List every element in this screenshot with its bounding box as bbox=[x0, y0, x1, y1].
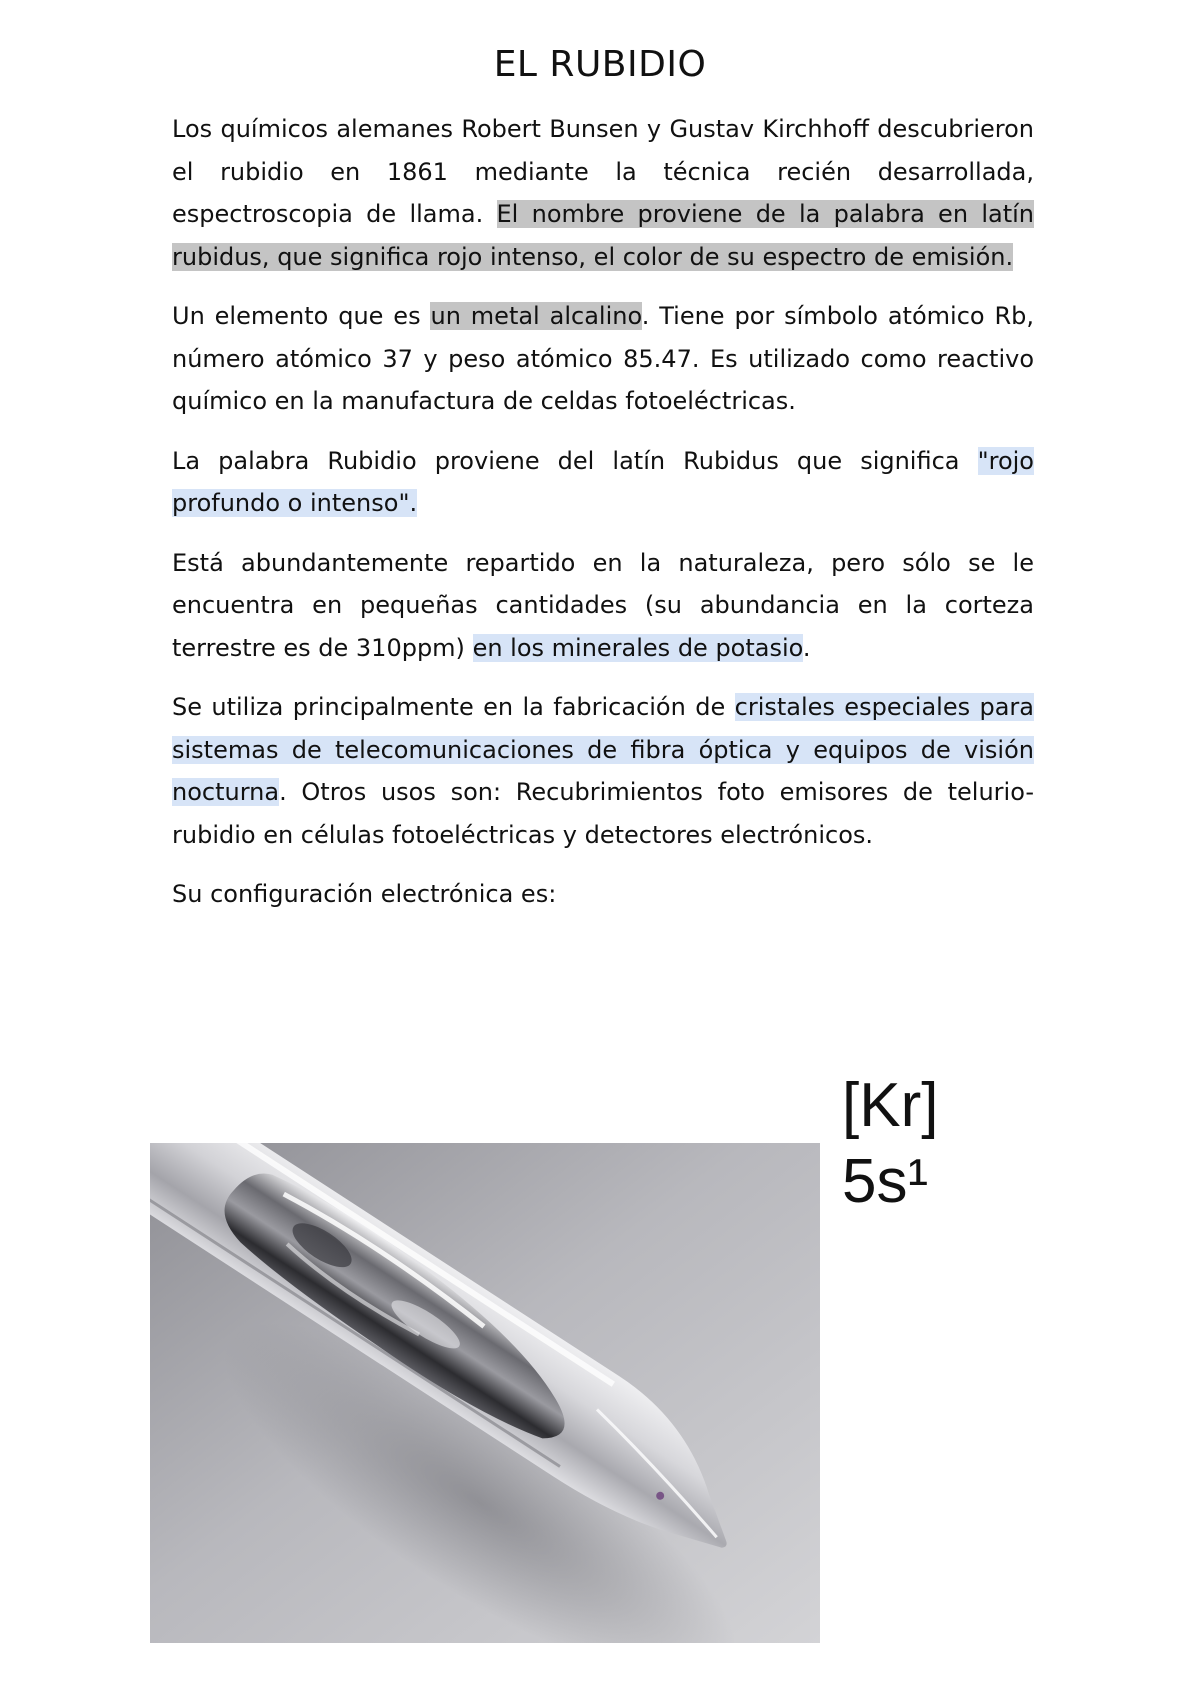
highlighted-text: "rojo profundo o intenso". bbox=[172, 446, 1034, 517]
rubidium-ampoule-photo bbox=[150, 1143, 820, 1643]
highlighted-text: cristales especiales para sistemas de telecomunicaciones de fibra óptica y equipos de visión nocturna bbox=[172, 693, 1034, 806]
paragraph-text: Se utiliza principalmente en la fabricación de bbox=[172, 693, 735, 721]
ampoule-illustration bbox=[150, 1143, 820, 1643]
paragraph-text: Un elemento que es bbox=[172, 302, 431, 330]
paragraph-text: La palabra Rubidio proviene del latín Rubidus que significa bbox=[172, 446, 978, 475]
highlighted-text: un metal alcalino bbox=[430, 302, 642, 330]
paragraph-text: . Tiene por símbolo atómico Rb, número atómico 37 y peso atómico 85.47. Es utilizado como reactivo químico en la manufactura de celdas fotoeléctricas. bbox=[172, 302, 1035, 415]
highlighted-text: El nombre proviene de la palabra en latín rubidus, que significa rojo intenso, el color de su espectro de emisión. bbox=[172, 200, 1034, 271]
paragraph-text: . Otros usos son: Recubrimientos foto emisores de telurio-rubidio en células fotoeléctricas y detectores electrónicos. bbox=[172, 778, 1034, 849]
paragraph-abundance bbox=[172, 542, 1034, 670]
document-body bbox=[172, 108, 1034, 933]
paragraph-text: Su configuración electrónica es: bbox=[172, 880, 557, 908]
paragraph-text: Está abundantemente repartido en la naturaleza, pero sólo se le encuentra en pequeñas cantidades (su abundancia en la corteza terrestre es de 310ppm) bbox=[172, 548, 1034, 662]
electron-configuration bbox=[842, 1068, 938, 1220]
paragraph-properties bbox=[172, 295, 1034, 423]
paragraph-discovery bbox=[172, 108, 1034, 278]
config-core: [Kr] bbox=[842, 1071, 939, 1140]
paragraph-etymology bbox=[172, 440, 1034, 525]
highlighted-text: en los minerales de potasio bbox=[472, 633, 803, 662]
document-title: EL RUBIDIO bbox=[493, 44, 707, 85]
paragraph-text: . bbox=[802, 633, 811, 662]
paragraph-configuration bbox=[172, 873, 1034, 916]
paragraph-text: Los químicos alemanes Robert Bunsen y Gustav Kirchhoff descubrieron el rubidio en 1861 mediante la técnica recién desarrollada, espectroscopia de llama. bbox=[172, 115, 1034, 228]
config-valence: 5s¹ bbox=[842, 1147, 929, 1216]
paragraph-uses bbox=[172, 686, 1034, 856]
